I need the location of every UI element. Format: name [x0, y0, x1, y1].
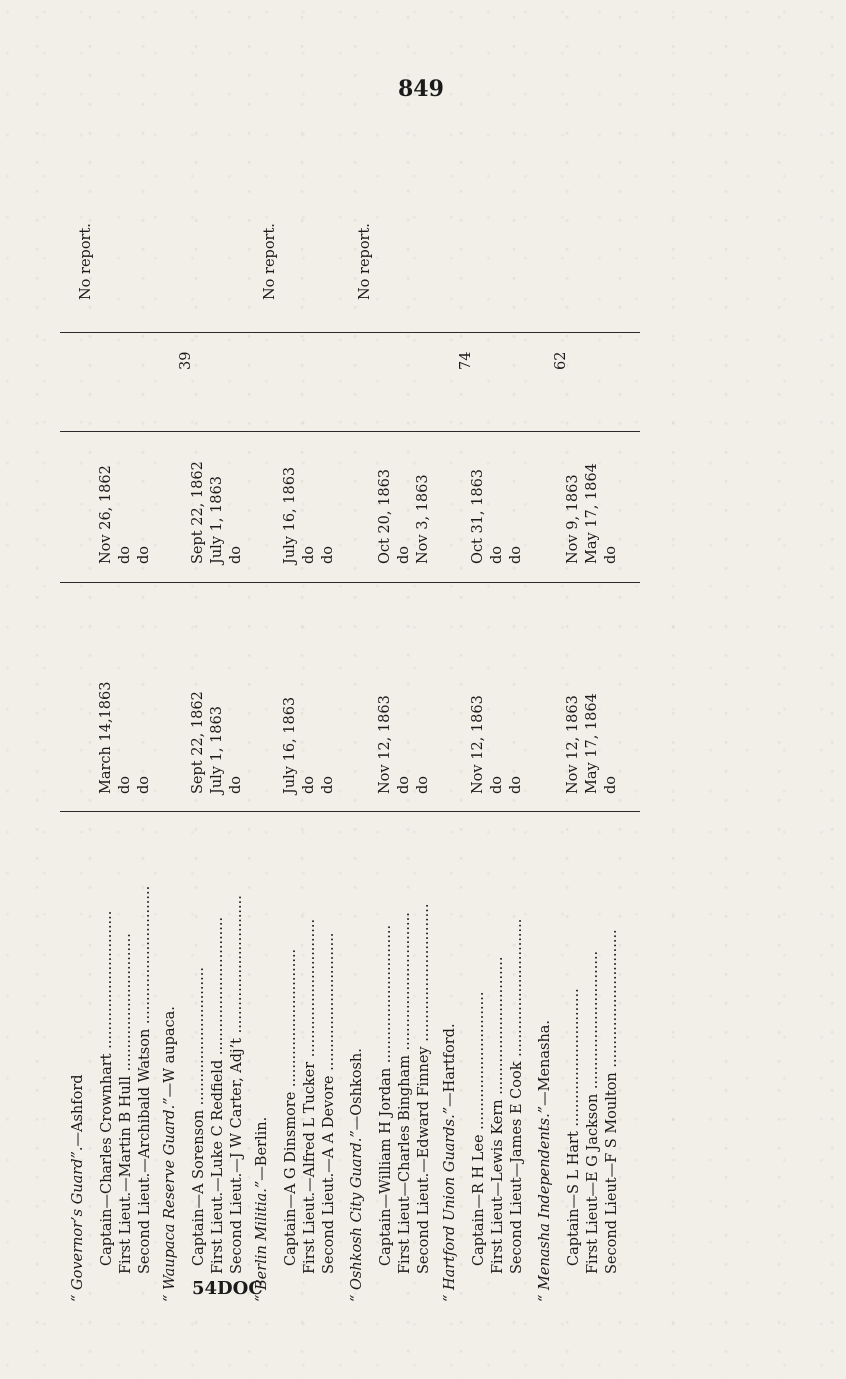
- rank-date: [603, 546, 619, 564]
- remarks: [357, 223, 373, 300]
- officer-row: [415, 903, 434, 1274]
- company-heading: [348, 1048, 367, 1302]
- commissioned-value: March 14,1863: [98, 681, 114, 794]
- dot-leader: ..............................: [397, 912, 413, 1056]
- commissioned-date: [320, 776, 336, 794]
- officer-rank: Second Lieut.—A A Devore: [321, 1075, 337, 1274]
- officer-row: [508, 919, 527, 1274]
- column-rule: [60, 431, 640, 432]
- page-number: 849: [398, 76, 444, 102]
- dot-leader: ..............................: [118, 933, 134, 1076]
- rank-date: [508, 546, 524, 564]
- number-of-men: [178, 352, 194, 370]
- commissioned-date: [470, 695, 486, 794]
- rank-date: [489, 546, 505, 564]
- company-heading: [536, 1020, 555, 1302]
- company-name: “ Oshkosh City Guard.”: [349, 1130, 365, 1302]
- remarks: [78, 223, 94, 300]
- dot-leader: ..............................: [566, 988, 582, 1132]
- rank-date: [470, 469, 486, 564]
- number-value: 62: [553, 351, 569, 370]
- commissioned-value: do: [603, 775, 619, 794]
- date-value: do: [508, 545, 524, 564]
- rank-date: [377, 469, 393, 564]
- officer-rank: Second Lieut.—Edward Finney: [416, 1046, 432, 1274]
- date-value: Nov 9, 1863: [565, 474, 581, 564]
- commissioned-value: do: [228, 775, 244, 794]
- commissioned-value: do: [489, 775, 505, 794]
- remarks-value: No report.: [78, 223, 94, 300]
- dot-leader: ..............................: [321, 932, 337, 1076]
- rank-date: [301, 546, 317, 564]
- commissioned-date: [117, 776, 133, 794]
- commissioned-value: Nov 12, 1863: [565, 695, 581, 794]
- rank-date: [209, 476, 225, 564]
- officer-rank: Captain—A G Dinsmore: [283, 1091, 299, 1266]
- rank-date: [415, 474, 431, 564]
- company-name: “ Waupaca Reserve Guard.”: [162, 1097, 178, 1302]
- number-value: 39: [178, 351, 194, 370]
- company-name: “ Berlin Militia.”: [254, 1180, 270, 1302]
- date-value: Nov 26, 1862: [98, 465, 114, 564]
- officer-rank: First Lieut—Charles Bingham: [397, 1055, 413, 1274]
- commissioned-date: [377, 695, 393, 794]
- commissioned-date: [584, 693, 600, 794]
- date-value: July 16, 1863: [282, 466, 298, 564]
- date-value: do: [320, 545, 336, 564]
- officer-row: [377, 925, 396, 1266]
- date-value: May 17, 1864: [584, 463, 600, 564]
- officer-rank: Captain—A Sorenson: [191, 1109, 207, 1266]
- dot-leader: ..............................: [99, 910, 115, 1054]
- officer-row: [228, 895, 247, 1274]
- commissioned-date: [136, 776, 152, 794]
- column-rule: [60, 332, 640, 333]
- commissioned-value: May 17, 1864: [584, 693, 600, 794]
- remarks-value: No report.: [262, 223, 278, 300]
- date-value: do: [396, 545, 412, 564]
- date-value: do: [117, 545, 133, 564]
- company-heading: [69, 1074, 88, 1302]
- dot-leader: ..............................: [509, 918, 525, 1062]
- company-town: —W aupaca.: [162, 1006, 178, 1098]
- officer-row: [301, 919, 320, 1274]
- commissioned-date: [603, 776, 619, 794]
- officer-rank: Second Lieut.—Archibald Watson: [137, 1028, 153, 1274]
- rank-date: [584, 463, 600, 564]
- officer-row: [190, 967, 209, 1266]
- date-value: July 1, 1863: [209, 476, 225, 564]
- date-value: Nov 3, 1863: [415, 474, 431, 564]
- company-heading: [253, 1117, 272, 1302]
- date-value: do: [136, 545, 152, 564]
- dot-leader: ..............................: [490, 956, 506, 1100]
- rank-date: [98, 465, 114, 564]
- dot-leader: ..............................: [283, 948, 299, 1092]
- officer-row: [117, 933, 136, 1274]
- company-heading: [441, 1023, 460, 1302]
- officer-row: [136, 886, 155, 1274]
- commissioned-date: [415, 776, 431, 794]
- company-town: —Oshkosh.: [349, 1048, 365, 1131]
- dot-leader: ..............................: [378, 924, 394, 1068]
- rank-date: [565, 474, 581, 564]
- commissioned-date: [396, 776, 412, 794]
- officer-rank: Captain—R H Lee: [471, 1134, 487, 1266]
- rank-date: [136, 546, 152, 564]
- commissioned-date: [565, 695, 581, 794]
- commissioned-date: [508, 776, 524, 794]
- commissioned-value: do: [117, 775, 133, 794]
- rank-date: [396, 546, 412, 564]
- commissioned-date: [209, 706, 225, 794]
- officer-row: [565, 988, 584, 1266]
- number-of-men: [458, 352, 474, 370]
- rank-date: [320, 546, 336, 564]
- date-value: do: [489, 545, 505, 564]
- company-name: “ Hartford Union Guards.”: [442, 1106, 458, 1302]
- commissioned-date: [190, 691, 206, 794]
- column-rule: [60, 811, 640, 812]
- officer-rank: First Lieut—E G Jackson: [585, 1093, 601, 1274]
- commissioned-value: Nov 12, 1863: [470, 695, 486, 794]
- company-town: —Hartford.: [442, 1023, 458, 1107]
- commissioned-value: Nov 12, 1863: [377, 695, 393, 794]
- officer-row: [320, 933, 339, 1274]
- dot-leader: ..............................: [229, 895, 245, 1039]
- officer-row: [396, 912, 415, 1274]
- dot-leader: ..............................: [585, 950, 601, 1094]
- commissioned-value: do: [301, 775, 317, 794]
- company-town: —Menasha.: [537, 1019, 553, 1106]
- officer-row: [470, 992, 489, 1266]
- remarks: [262, 223, 278, 300]
- officer-rank: First Lieut.—Alfred L Tucker: [302, 1061, 318, 1274]
- officer-rank: Captain—Charles Crownhart: [99, 1053, 115, 1266]
- commissioned-value: July 16, 1863: [282, 696, 298, 794]
- dot-leader: ..............................: [210, 916, 226, 1060]
- date-value: Oct 20, 1863: [377, 468, 393, 564]
- officer-row: [603, 929, 622, 1274]
- date-value: do: [603, 545, 619, 564]
- officer-rank: Captain—S L Hart: [566, 1131, 582, 1266]
- officer-row: [489, 956, 508, 1274]
- company-name: “ Governor’s Guard”: [70, 1151, 86, 1302]
- commissioned-value: do: [396, 775, 412, 794]
- date-value: do: [301, 545, 317, 564]
- officer-rank: First Lieut.—Martin B Hull: [118, 1076, 134, 1274]
- officer-row: [584, 951, 603, 1274]
- date-value: Oct 31, 1863: [470, 468, 486, 564]
- officer-rank: Captain—William H Jordan: [378, 1067, 394, 1266]
- dot-leader: ..............................: [416, 903, 432, 1047]
- rank-date: [190, 461, 206, 564]
- dot-leader: ..............................: [302, 918, 318, 1062]
- dot-leader: ..............................: [471, 991, 487, 1135]
- officer-rank: Second Lieut—James E Cook: [509, 1061, 525, 1274]
- officer-rank: First Lieut.—Luke C Redfield: [210, 1059, 226, 1274]
- company-town: —Berlin.: [254, 1116, 270, 1181]
- officer-rank: First Lieut—Lewis Kern: [490, 1099, 506, 1274]
- company-heading: [161, 1006, 180, 1302]
- number-value: 74: [458, 351, 474, 370]
- column-rule: [60, 582, 640, 583]
- commissioned-date: [282, 697, 298, 794]
- commissioned-value: Sept 22, 1862: [190, 691, 206, 794]
- commissioned-value: do: [415, 775, 431, 794]
- commissioned-value: July 1, 1863: [209, 706, 225, 794]
- commissioned-value: do: [136, 775, 152, 794]
- company-name: “ Menasha Independents.”: [537, 1105, 553, 1302]
- officer-rank: Second Lieut—F S Moulton: [604, 1072, 620, 1274]
- officer-row: [209, 917, 228, 1274]
- commissioned-value: do: [320, 775, 336, 794]
- commissioned-date: [98, 682, 114, 794]
- rank-date: [228, 546, 244, 564]
- commissioned-date: [301, 776, 317, 794]
- commissioned-date: [489, 776, 505, 794]
- number-of-men: [553, 352, 569, 370]
- rank-date: [117, 546, 133, 564]
- company-town: .—Ashford: [70, 1074, 86, 1152]
- date-value: Sept 22, 1862: [190, 461, 206, 564]
- dot-leader: ..............................: [191, 967, 207, 1110]
- commissioned-date: [228, 776, 244, 794]
- date-value: do: [228, 545, 244, 564]
- officer-rank: Second Lieut.—J W Carter, Adj’t: [229, 1038, 245, 1274]
- signature-mark: 54DOC: [192, 1278, 263, 1299]
- dot-leader: ..............................: [137, 885, 153, 1029]
- rank-date: [282, 467, 298, 564]
- dot-leader: ..............................: [604, 929, 620, 1073]
- officer-row: [282, 949, 301, 1266]
- commissioned-value: do: [508, 775, 524, 794]
- remarks-value: No report.: [357, 223, 373, 300]
- officer-row: [98, 911, 117, 1266]
